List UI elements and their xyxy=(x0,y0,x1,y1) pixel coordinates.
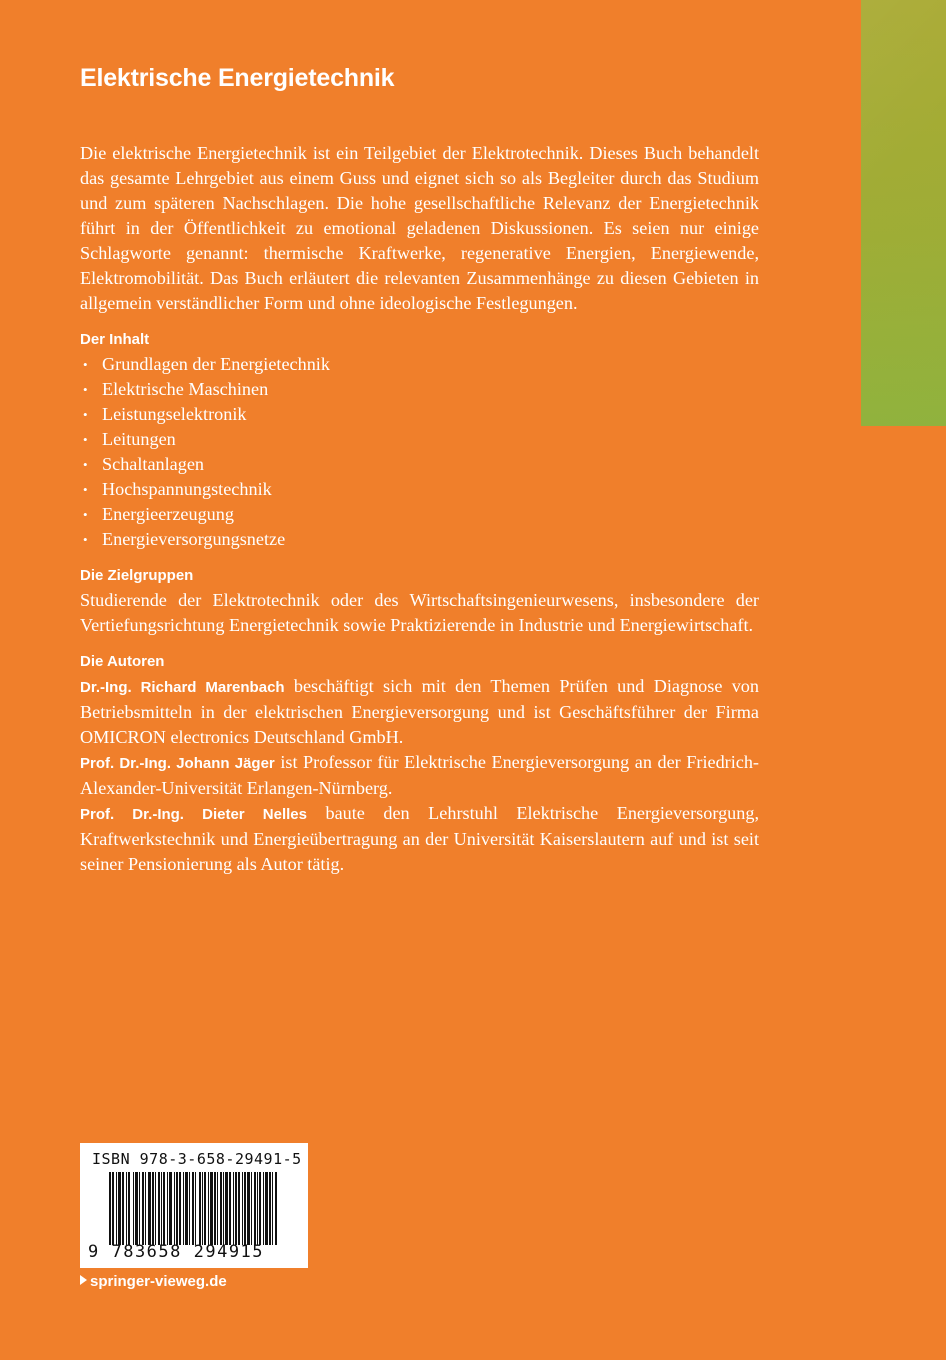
bullet-dot-icon: • xyxy=(83,432,88,447)
bullet-dot-icon: • xyxy=(83,357,88,372)
content-list-item-label: Elektrische Maschinen xyxy=(102,379,269,399)
authors-section xyxy=(80,649,759,877)
content-list-item-label: Leistungselektronik xyxy=(102,404,247,424)
bullet-dot-icon: • xyxy=(83,482,88,497)
bullet-dot-icon: • xyxy=(83,507,88,522)
bullet-dot-icon: • xyxy=(83,407,88,422)
content-heading: Der Inhalt xyxy=(80,331,150,348)
barcode-bar xyxy=(275,1172,277,1245)
content-list-item-label: Energieversorgungsnetze xyxy=(102,529,286,549)
author-bio xyxy=(80,750,759,801)
barcode-digits: 9 783658 294915 xyxy=(88,1242,265,1262)
content-list-item-label: Grundlagen der Energietechnik xyxy=(102,354,330,374)
target-group-text: Studierende der Elektrotechnik oder des Wirtschaftsingenieurwesens, insbesondere der Vertiefungsrichtung Energietechnik sowie Praktizierende in Industrie und Energiewirtschaft. xyxy=(80,590,759,635)
content-list-item xyxy=(80,477,759,502)
content-list-item xyxy=(80,527,759,552)
author-bio xyxy=(80,801,759,877)
bullet-dot-icon: • xyxy=(83,457,88,472)
isbn-barcode-box xyxy=(80,1143,308,1268)
bullet-dot-icon: • xyxy=(83,382,88,397)
content-list-item-label: Schaltanlagen xyxy=(102,454,205,474)
book-description: Die elektrische Energietechnik ist ein Teilgebiet der Elektrotechnik. Dieses Buch behandelt das gesamte Lehrgebiet aus einem Guss und eignet sich so als Begleiter durch das Studium und zum späteren Nachschlagen. Die hohe gesellschaftliche Relevanz der Energietechnik führt in der Öffentlichkeit zu emotional geladenen Diskussionen. Es seien nur einige Schlagworte genannt: thermische Kraftwerke, regenerative Energien, Energiewende, Elektromobilität. Das Buch erläutert die relevanten Zusammenhänge zu diesen Gebieten in allgemein verständlicher Form und ohne ideologische Festlegungen. xyxy=(80,143,759,313)
green-side-accent xyxy=(861,0,946,426)
publisher-link[interactable] xyxy=(80,1271,227,1293)
content-list-item-label: Hochspannungstechnik xyxy=(102,479,272,499)
barcode xyxy=(109,1172,289,1245)
author-bio-text: beschäftigt sich mit den Themen Prüfen und Diagnose von Betriebsmitteln in der elektrischen Energieversorgung und ist Geschäftsführer der Firma OMICRON electronics Deutschland GmbH. xyxy=(80,676,759,747)
content-section xyxy=(80,327,759,552)
content-list-item xyxy=(80,377,759,402)
author-bio-text: ist Professor für Elektrische Energieversorgung an der Friedrich-Alexander-Universität Erlangen-Nürnberg. xyxy=(80,752,759,798)
bullet-dot-icon: • xyxy=(83,532,88,547)
isbn-label: ISBN 978-3-658-29491-5 xyxy=(92,1150,302,1168)
author-name: Prof. Dr.-Ing. Dieter Nelles xyxy=(80,806,307,823)
content-list-item xyxy=(80,402,759,427)
publisher-url: springer-vieweg.de xyxy=(90,1273,227,1290)
content-list xyxy=(80,352,759,552)
content-list-item-label: Leitungen xyxy=(102,429,176,449)
target-group-section xyxy=(80,563,759,638)
content-list-item-label: Energieerzeugung xyxy=(102,504,234,524)
content-list-item xyxy=(80,427,759,452)
content-list-item xyxy=(80,502,759,527)
author-bio-text: baute den Lehrstuhl Elektrische Energieversorgung, Kraftwerkstechnik und Energieübertragung an der Universität Kaiserslautern auf und ist seit seiner Pensionierung als Autor tätig. xyxy=(80,803,759,874)
author-name: Dr.-Ing. Richard Marenbach xyxy=(80,679,285,696)
target-group-heading: Die Zielgruppen xyxy=(80,567,194,584)
authors-heading: Die Autoren xyxy=(80,653,165,670)
content-list-item xyxy=(80,352,759,377)
author-name: Prof. Dr.-Ing. Johann Jäger xyxy=(80,755,275,772)
arrow-right-icon xyxy=(80,1275,87,1285)
back-cover-content xyxy=(80,141,759,877)
author-bio xyxy=(80,674,759,750)
content-list-item xyxy=(80,452,759,477)
book-title: Elektrische Energietechnik xyxy=(80,64,395,92)
